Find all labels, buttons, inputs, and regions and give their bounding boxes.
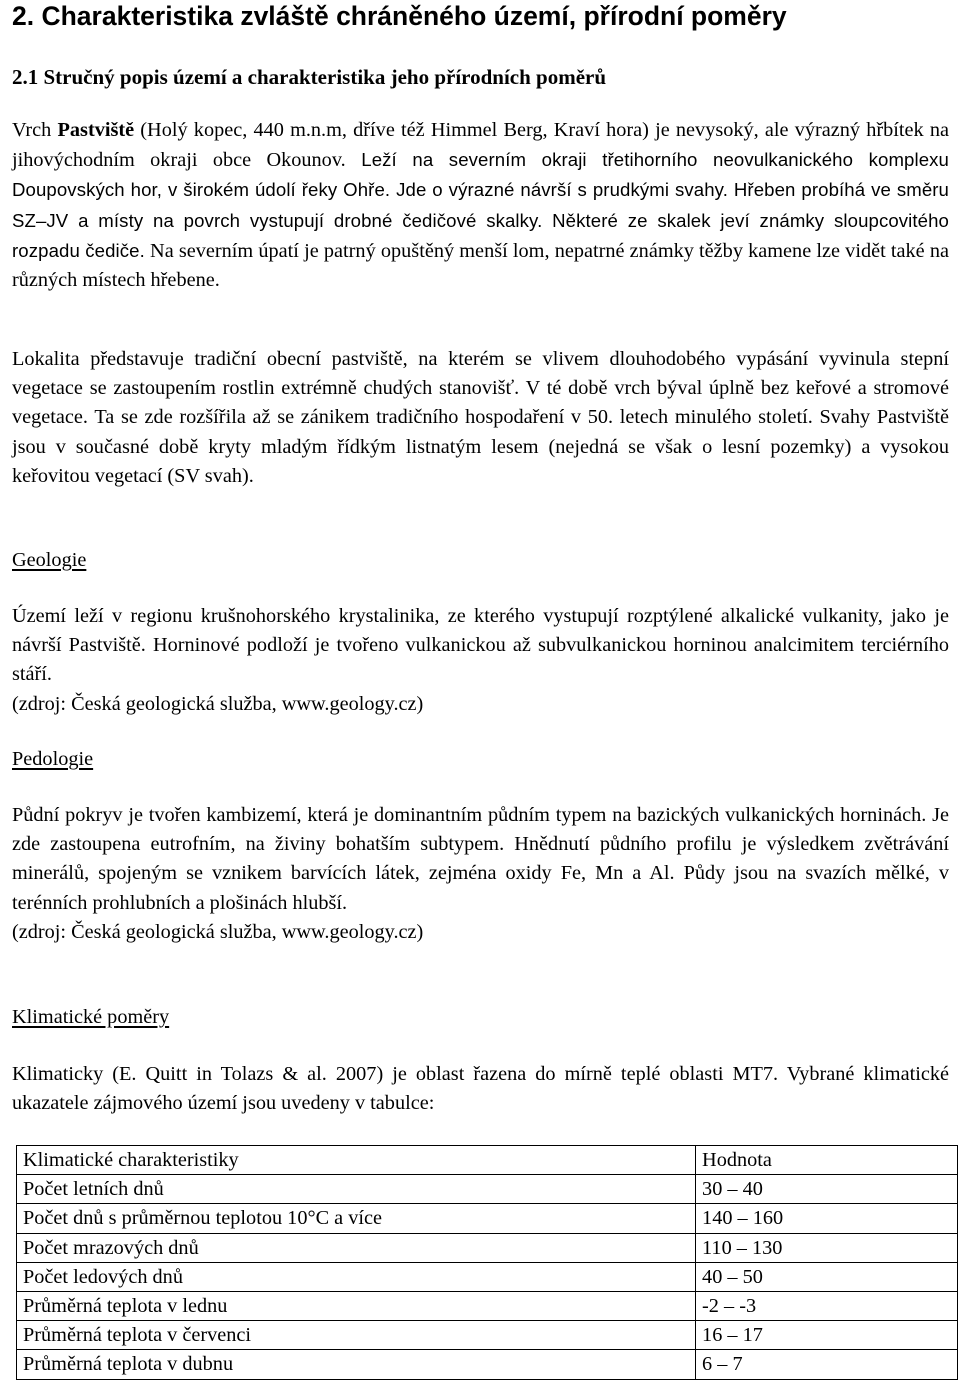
intro-text-2: Leží na severním okraji třetihorního neovulkanického komplexu Doupovských hor, v širokém údolí řeky Ohře. Jde o výrazné návrší s prudkými svahy. Hřeben probíhá ve směru SZ–JV a místy na povrch vystupují drobné čedičové skalky. Některé ze skalek jeví známky sloupcovitého rozpadu čediče.	[12, 149, 949, 261]
site-name: Pastviště	[57, 119, 135, 141]
intro-paragraph	[12, 116, 949, 295]
klima-heading: Klimatické poměry	[12, 1006, 170, 1028]
intro-text-3: Na severním úpatí je patrný opuštěný menší lom, nepatrné známky těžby kamene lze vidět také na různých místech hřebene.	[12, 239, 949, 292]
table-row	[17, 1175, 958, 1204]
geologie-paragraph	[12, 602, 949, 719]
table-cell-label: Počet ledových dnů	[17, 1262, 696, 1291]
intro-text-1: (Holý kopec, 440 m.n.m, dříve též Himmel Berg, Kraví hora) je nevysoký, ale výrazný hřbítek na jihovýchodním okraji obce Okounov.	[12, 119, 949, 172]
klima-paragraph: Klimaticky (E. Quitt in Tolazs & al. 2007) je oblast řazena do mírně teplé oblasti MT7. Vybrané klimatické ukazatele zájmového území jsou uvedeny v tabulce:	[12, 1063, 949, 1115]
geologie-heading: Geologie	[12, 549, 87, 571]
table-row	[17, 1233, 958, 1262]
table-cell-value: 110 – 130	[696, 1233, 958, 1262]
geologie-source: (zdroj: Česká geologická služba, www.geology.cz)	[12, 692, 424, 715]
pedologie-text: Půdní pokryv je tvořen kambizemí, která je dominantním půdním typem na bazických vulkanických horninách. Je zde zastoupena eutrofním, na živiny bohatším subtypem. Hnědnutí půdního profilu je výsledkem zvětrávání minerálů, spojeným se vznikem barvících látek, zejména oxidy Fe, Mn a Al. Půdy jsou na svazích mělké, v terénních prohlubních a plošinách hlubší.	[12, 804, 949, 914]
climate-table	[16, 1145, 958, 1380]
table-row	[17, 1350, 958, 1379]
table-cell-value: 30 – 40	[696, 1175, 958, 1204]
table-cell-value: 16 – 17	[696, 1321, 958, 1350]
table-header-cell: Klimatické charakteristiky	[17, 1146, 696, 1175]
table-cell-label: Počet mrazových dnů	[17, 1233, 696, 1262]
table-cell-label: Počet dnů s průměrnou teplotou 10°C a více	[17, 1204, 696, 1233]
intro-prefix: Vrch	[12, 119, 58, 141]
pedologie-paragraph	[12, 801, 949, 947]
pedologie-heading: Pedologie	[12, 748, 94, 770]
subsection-title: 2.1 Stručný popis území a charakteristika jeho přírodních poměrů	[12, 65, 607, 89]
table-cell-value: 140 – 160	[696, 1204, 958, 1233]
table-cell-label: Průměrná teplota v červenci	[17, 1321, 696, 1350]
table-row	[17, 1321, 958, 1350]
table-cell-value: 6 – 7	[696, 1350, 958, 1379]
table-header-cell: Hodnota	[696, 1146, 958, 1175]
table-cell-label: Počet letních dnů	[17, 1175, 696, 1204]
table-row	[17, 1262, 958, 1291]
table-cell-label: Průměrná teplota v lednu	[17, 1291, 696, 1320]
lokalita-paragraph: Lokalita představuje tradiční obecní pastviště, na kterém se vlivem dlouhodobého vypásání vyvinula stepní vegetace se zastoupením rostlin extrémně chudých stanovišť. V té době vrch býval úplně bez keřové a stromové vegetace. Ta se zde rozšířila až se zánikem tradičního hospodaření v 50. letech minulého století. Svahy Pastviště jsou v současné době kryty mladým řídkým listnatým lesem (nejedná se však o lesní pozemky) a vysokou keřovitou vegetací (SV svah).	[12, 348, 949, 487]
section-title: 2. Charakteristika zvláště chráněného území, přírodní poměry	[12, 1, 787, 31]
table-row	[17, 1204, 958, 1233]
table-header-row	[17, 1146, 958, 1175]
geologie-text: Území leží v regionu krušnohorského krystalinika, ze kterého vystupují rozptýlené alkalické vulkanity, jako je návrší Pastviště. Horninové podloží je tvořeno vulkanickou až subvulkanickou horninou analcimitem terciérního stáří.	[12, 605, 949, 686]
table-cell-value: 40 – 50	[696, 1262, 958, 1291]
table-row	[17, 1291, 958, 1320]
table-cell-value: -2 – -3	[696, 1291, 958, 1320]
table-cell-label: Průměrná teplota v dubnu	[17, 1350, 696, 1379]
pedologie-source: (zdroj: Česká geologická služba, www.geology.cz)	[12, 920, 424, 943]
